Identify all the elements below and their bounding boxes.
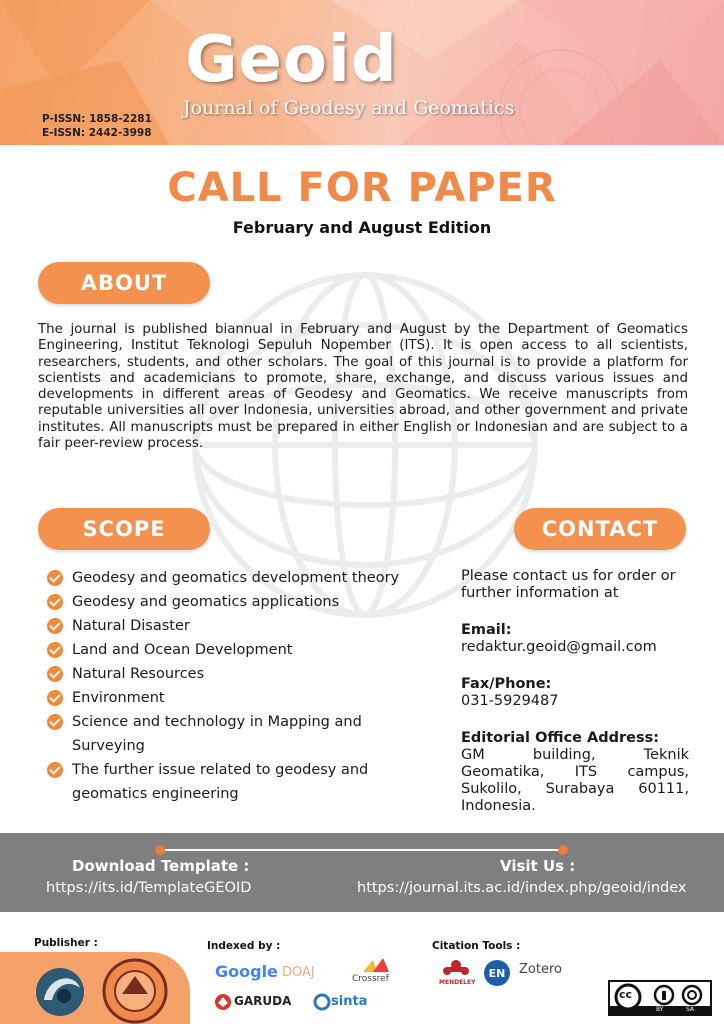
band-divider — [160, 849, 563, 851]
endnote-logo: EN — [484, 960, 510, 986]
address-label: Editorial Office Address: — [461, 730, 660, 746]
check-icon — [47, 690, 63, 706]
mendeley-logo: MENDELEY — [439, 979, 476, 986]
journal-link[interactable]: https://journal.its.ac.id/index.php/geoid/index — [357, 880, 687, 896]
scope-item: Natural Resources — [47, 662, 437, 686]
scope-item: Geodesy and geomatics development theory — [47, 566, 437, 590]
email-link[interactable]: redaktur.geoid@gmail.com — [461, 639, 657, 655]
contact-intro: Please contact us for order or further information at — [461, 568, 676, 601]
surveyor-seal-icon — [100, 958, 170, 1024]
template-link[interactable]: https://its.id/TemplateGEOID — [46, 880, 252, 896]
check-icon — [47, 642, 63, 658]
e-issn: E-ISSN: 2442-3998 — [42, 127, 152, 139]
zotero-logo: Zotero — [519, 962, 562, 977]
about-text: The journal is published biannual in February and August by the Department of Geomatics Engineering, Institut Teknologi Sepuluh Nopember (ITS). It is open access to all scientists, researchers, students, and other scholars. The goal of this journal is to provide a platform for scientists and academicians to promote, share, exchange, and discuss various issues and developments in different areas of Geodesy and Geomatics. We receive manuscripts from reputable universities all over Indonesia, universities abroad, and other government and private institutes. All manuscripts must be prepared in either English or Indonesian and are subject to a fair peer-review process. — [38, 322, 688, 452]
crossref-icon — [363, 958, 389, 972]
scope-item: Science and technology in Mapping and Surveying — [47, 710, 437, 758]
call-for-paper-title: CALL FOR PAPER — [167, 165, 557, 211]
cc-license-badge — [608, 980, 712, 1016]
sinta-icon — [313, 993, 331, 1011]
journal-subtitle: Journal of Geodesy and Geomatics — [183, 97, 515, 119]
edition-subtitle: February and August Edition — [232, 218, 492, 237]
publisher-label: Publisher : — [34, 937, 98, 949]
header-banner — [0, 0, 724, 145]
email-label: Email: — [461, 622, 512, 638]
visit-us-label: Visit Us : — [500, 857, 576, 875]
check-icon — [47, 666, 63, 682]
scope-item: Geodesy and geomatics applications — [47, 590, 437, 614]
check-icon — [47, 570, 63, 586]
check-icon — [47, 594, 63, 610]
contact-block — [461, 568, 689, 815]
scope-item: Environment — [47, 686, 437, 710]
check-icon — [47, 618, 63, 634]
band-dot-right — [558, 845, 568, 855]
doaj-logo: DOAJ — [282, 965, 315, 980]
contact-heading: CONTACT — [514, 508, 686, 550]
scope-item: Natural Disaster — [47, 614, 437, 638]
mendeley-icon — [441, 957, 471, 979]
band-dot-left — [155, 845, 165, 855]
address-text: GM building, Teknik Geomatika, ITS campus, Sukolilo, Surabaya 60111, Indonesia. — [461, 747, 689, 814]
check-icon — [47, 762, 63, 778]
check-icon — [47, 714, 63, 730]
p-issn: P-ISSN: 1858-2281 — [42, 113, 152, 125]
scope-heading: SCOPE — [38, 508, 210, 550]
garuda-icon — [214, 993, 232, 1011]
sa-label: SA — [686, 1006, 695, 1013]
crossref-logo: Crossref — [352, 974, 389, 984]
citation-tools-label: Citation Tools : — [432, 940, 521, 952]
garuda-logo: GARUDA — [234, 994, 292, 1008]
by-label: BY — [656, 1006, 664, 1013]
cc-label: cc — [619, 988, 633, 1001]
scope-item: Land and Ocean Development — [47, 638, 437, 662]
download-template-label: Download Template : — [72, 857, 250, 875]
scope-item: The further issue related to geodesy and geomatics engineering — [47, 758, 437, 806]
journal-logo-title: Geoid — [185, 23, 398, 97]
indexed-by-label: Indexed by : — [207, 940, 281, 952]
phone-number: 031-5929487 — [461, 693, 559, 709]
phone-label: Fax/Phone: — [461, 676, 552, 692]
about-heading: ABOUT — [38, 262, 210, 304]
sinta-logo: sinta — [331, 994, 368, 1009]
scope-list — [47, 566, 437, 806]
google-logo: Google — [215, 962, 278, 981]
its-logo-icon — [34, 966, 94, 1018]
